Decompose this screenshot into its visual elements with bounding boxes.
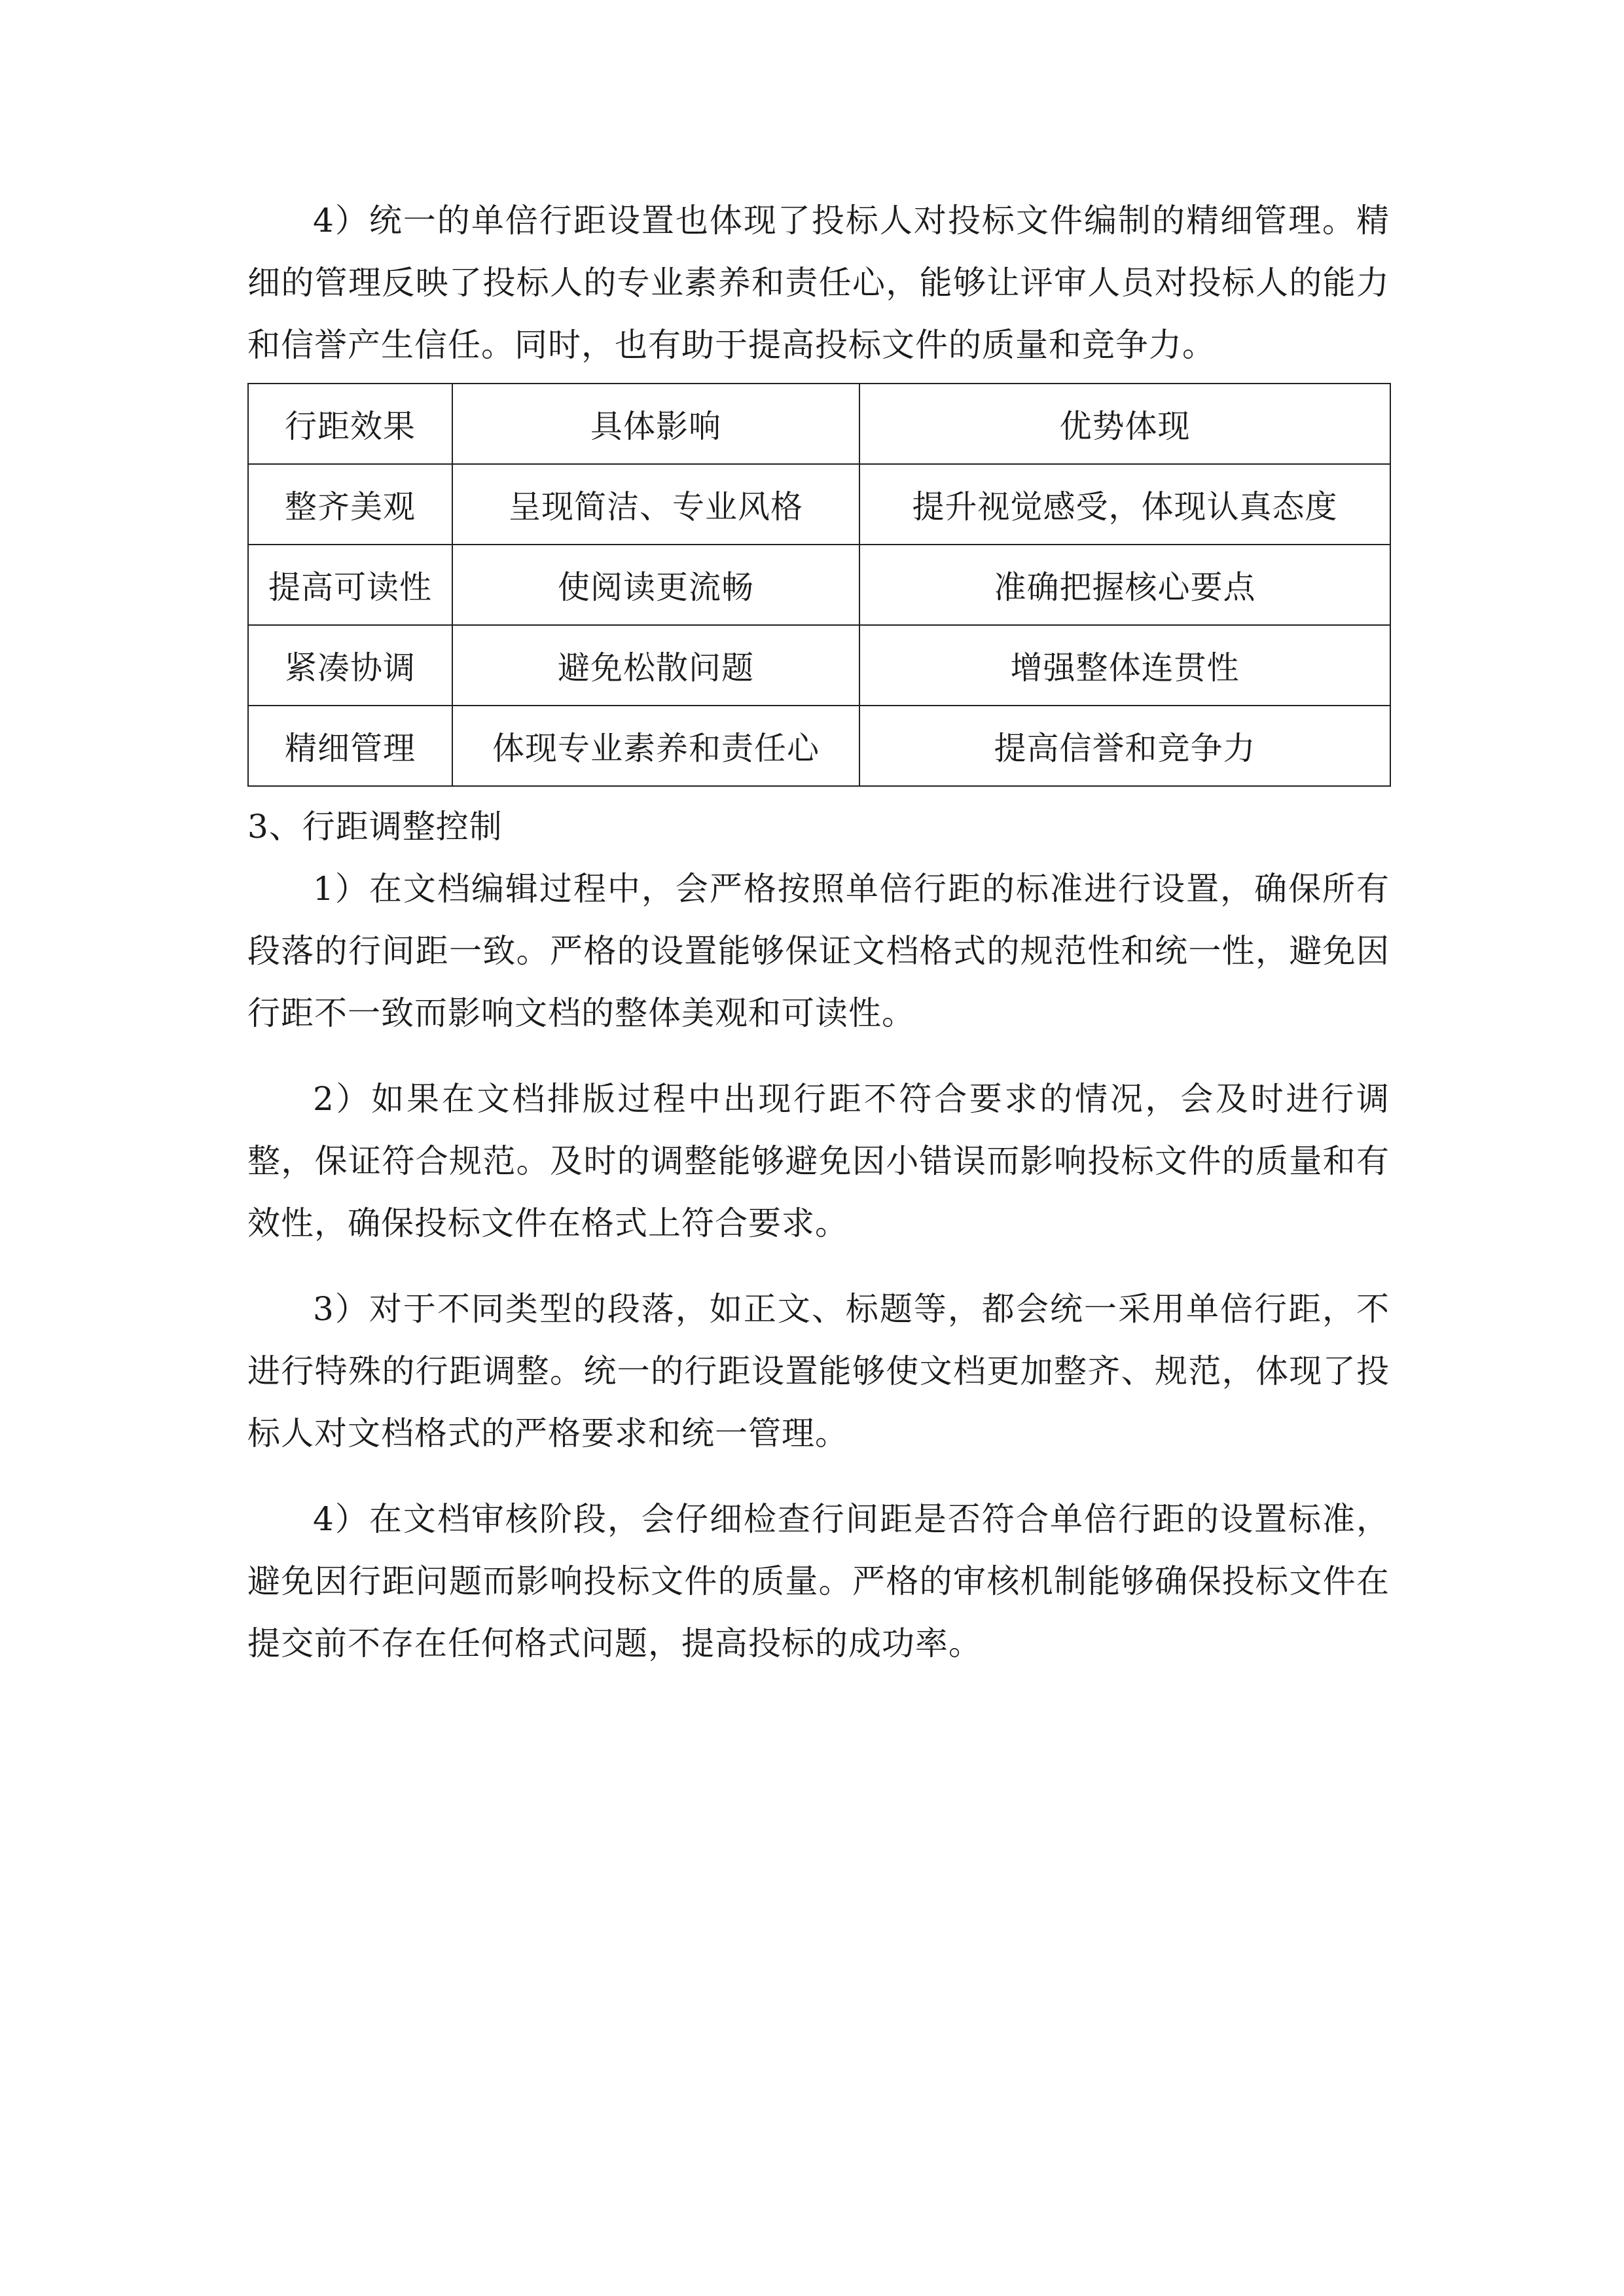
table-cell: 增强整体连贯性: [859, 625, 1390, 706]
table-cell: 紧凑协调: [248, 625, 452, 706]
table-cell: 体现专业素养和责任心: [452, 706, 859, 786]
table-cell: 使阅读更流畅: [452, 545, 859, 625]
table-header-cell: 行距效果: [248, 384, 452, 464]
table-header-cell: 具体影响: [452, 384, 859, 464]
body-paragraph: 2）如果在文档排版过程中出现行距不符合要求的情况，会及时进行调整，保证符合规范。及时的调整能够避免因小错误而影响投标文件的质量和有效性，确保投标文件在格式上符合要求。: [247, 1080, 1390, 1242]
intro-paragraph: 4）统一的单倍行距设置也体现了投标人对投标文件编制的精细管理。精细的管理反映了投标人的专业素养和责任心，能够让评审人员对投标人的能力和信誉产生信任。同时，也有助于提高投标文件的质量和竞争力。: [247, 202, 1390, 364]
table-row: [248, 625, 1390, 706]
table-cell: 提升视觉感受，体现认真态度: [859, 464, 1390, 545]
table-row: [248, 706, 1390, 786]
line-spacing-effects-table: [247, 383, 1391, 787]
table-header-row: [248, 384, 1390, 464]
table-row: [248, 464, 1390, 545]
section-heading: 3、行距调整控制: [247, 808, 503, 846]
table-row: [248, 545, 1390, 625]
table-cell: 准确把握核心要点: [859, 545, 1390, 625]
document-page: [247, 190, 1390, 1675]
table-cell: 避免松散问题: [452, 625, 859, 706]
table-cell: 整齐美观: [248, 464, 452, 545]
table-cell: 提高信誉和竞争力: [859, 706, 1390, 786]
table-cell: 精细管理: [248, 706, 452, 786]
table-header-cell: 优势体现: [859, 384, 1390, 464]
body-paragraph: 1）在文档编辑过程中，会严格按照单倍行距的标准进行设置，确保所有段落的行间距一致。严格的设置能够保证文档格式的规范性和统一性，避免因行距不一致而影响文档的整体美观和可读性。: [247, 870, 1390, 1032]
body-paragraph: 3）对于不同类型的段落，如正文、标题等，都会统一采用单倍行距，不进行特殊的行距调整。统一的行距设置能够使文档更加整齐、规范，体现了投标人对文档格式的严格要求和统一管理。: [247, 1290, 1390, 1452]
table-cell: 提高可读性: [248, 545, 452, 625]
table-cell: 呈现简洁、专业风格: [452, 464, 859, 545]
body-paragraph: 4）在文档审核阶段，会仔细检查行间距是否符合单倍行距的设置标准，避免因行距问题而影响投标文件的质量。严格的审核机制能够确保投标文件在提交前不存在任何格式问题，提高投标的成功率。: [247, 1500, 1390, 1662]
